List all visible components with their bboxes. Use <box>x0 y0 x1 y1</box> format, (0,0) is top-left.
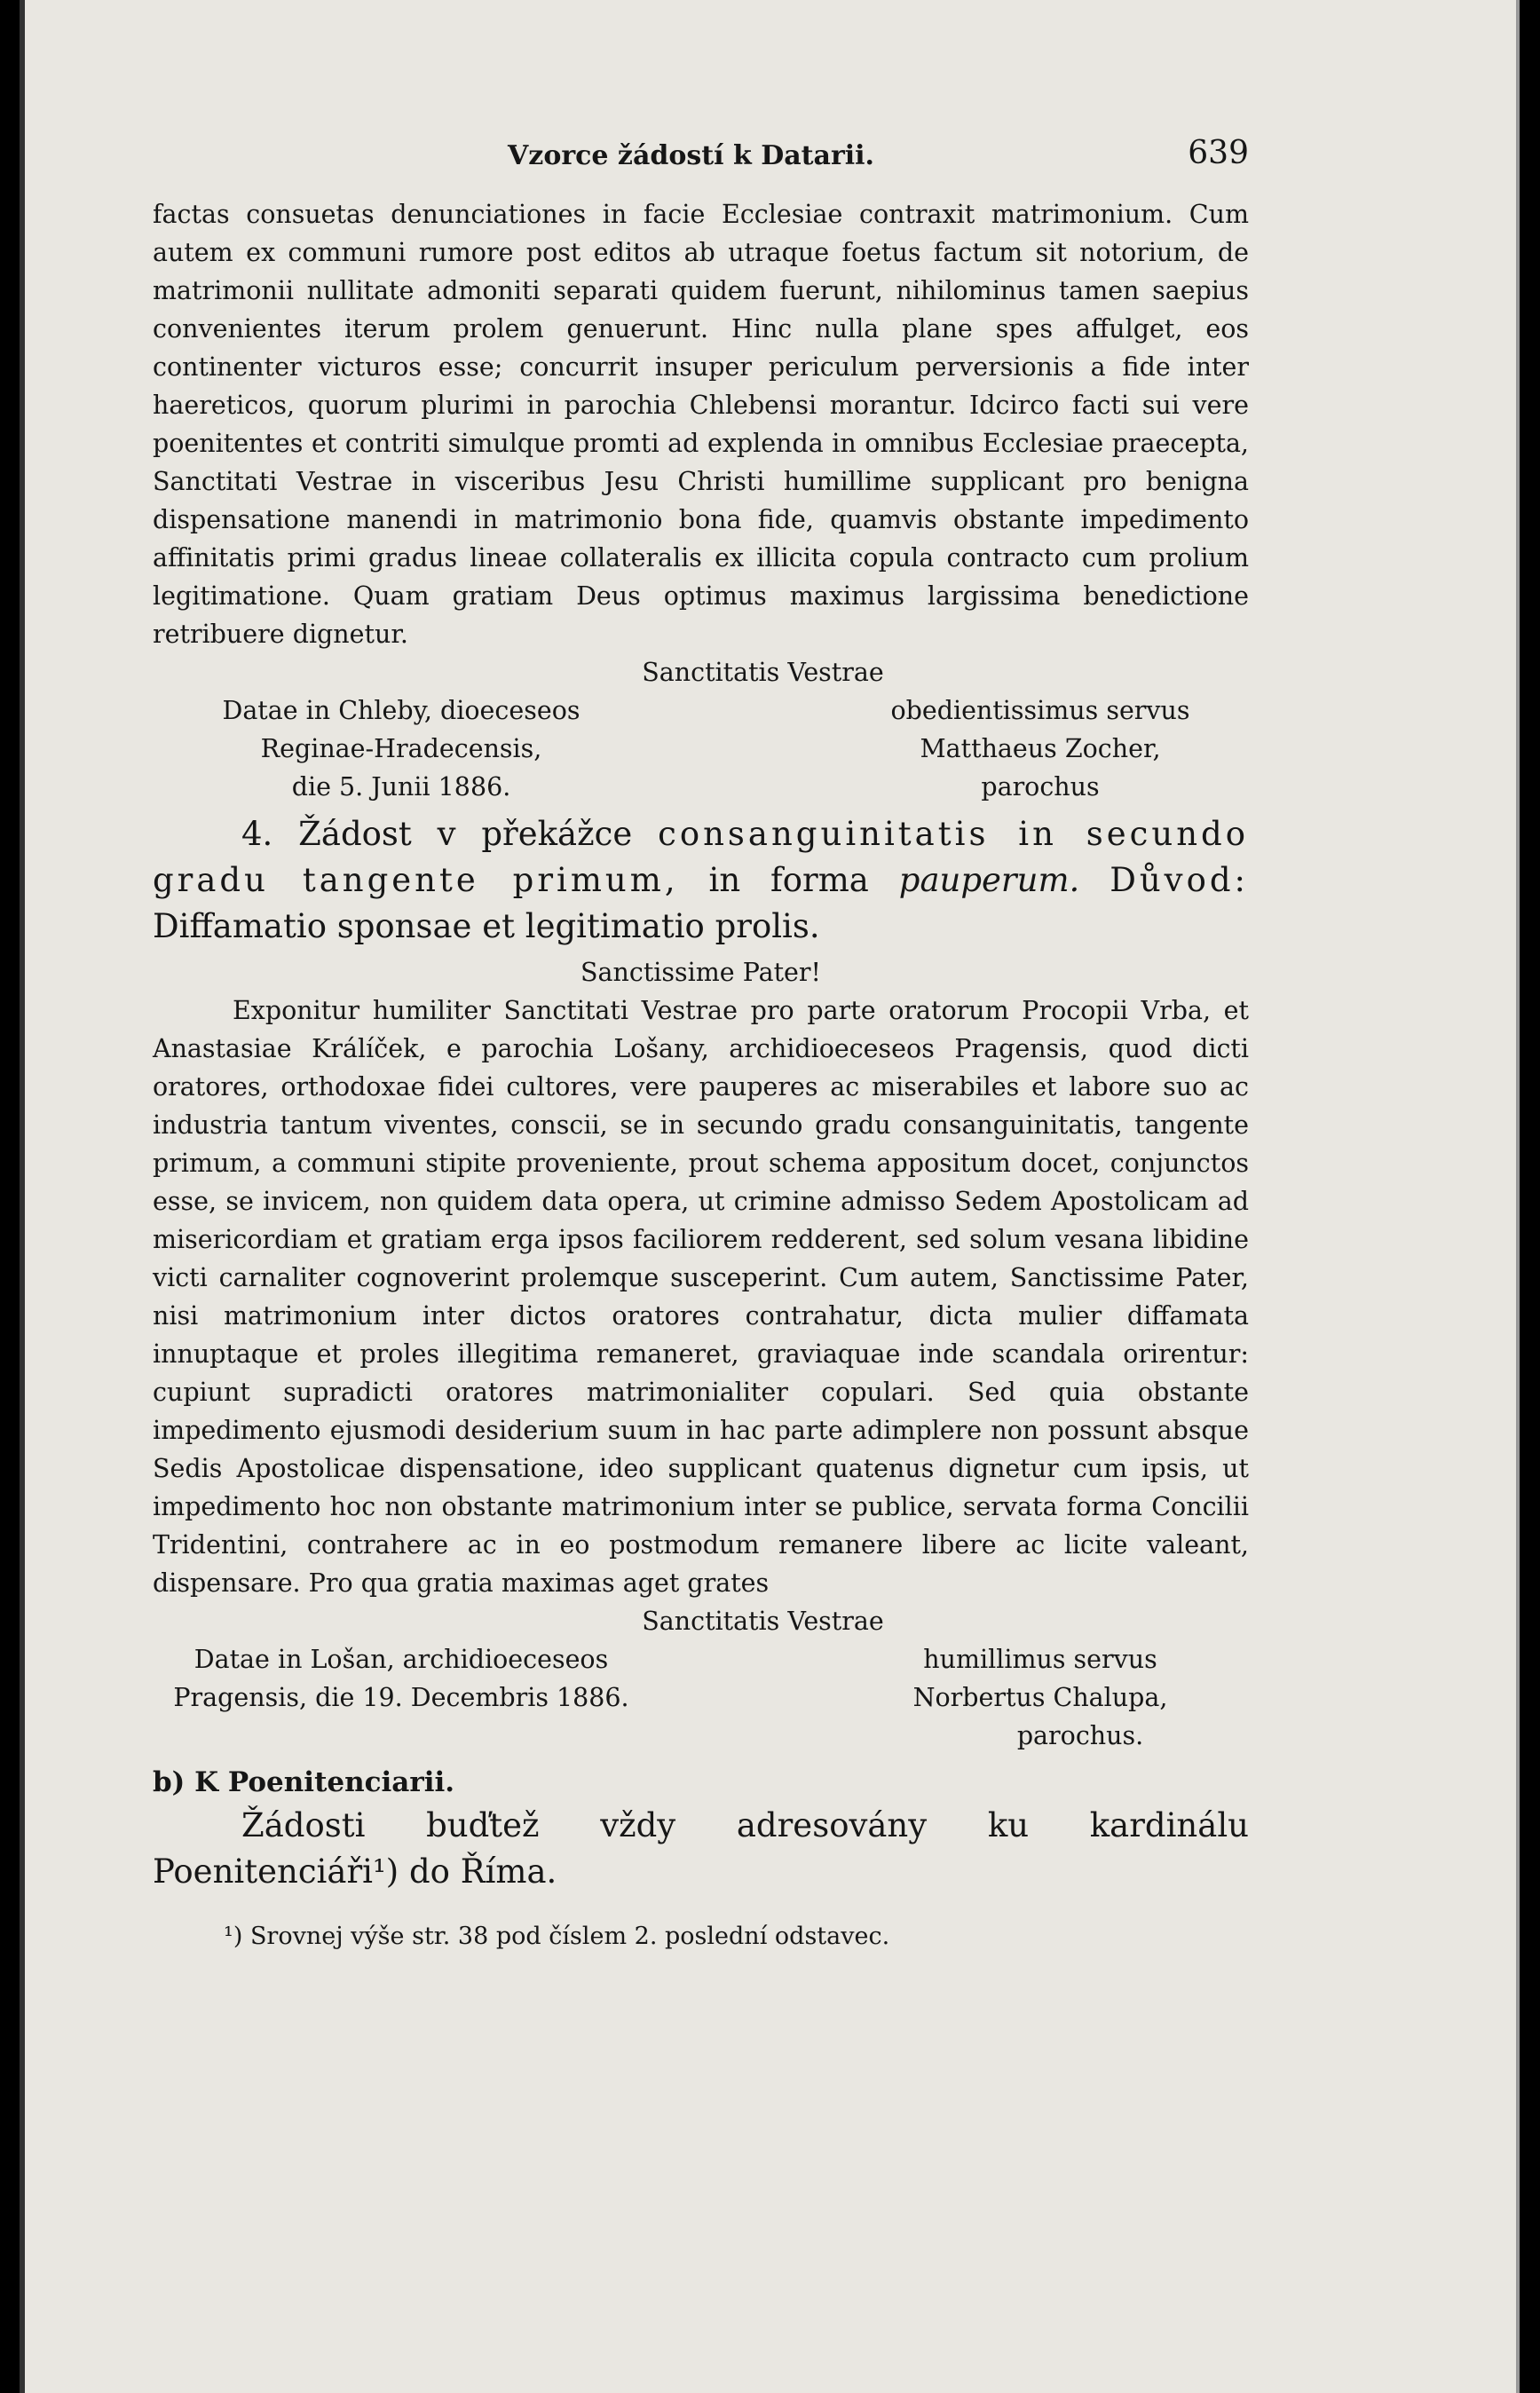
page-edge-shadow <box>1516 0 1520 2393</box>
running-title: Vzorce žádostí k Datarii. <box>508 140 874 171</box>
binding-shadow <box>20 0 25 2393</box>
section-number: 4. <box>241 815 273 853</box>
petition1-body: factas consuetas denunciationes in facie Ecclesiae contraxit matrimonium. Cum autem ex communi rumore post editos ab utraque foetus factum sit notorium, de matrimonii nullitate admoniti separati quidem fuerunt, nihilominus tamen saepius convenientes iterum prolem genuerunt. Hinc nulla plane spes affulget, eos continenter victuros esse; concurrit insuper periculum perversionis a fide inter haereticos, quorum plurimi in parochia Chlebensi morantur. Idcirco facti sui vere poenitentes et contriti simulque promti ad explenda in omnibus Ecclesiae praecepta, Sanctitati Vestrae in visceribus Jesu Christi humillime supplicant pro benigna dispensatione manendi in matrimonio bona fide, quamvis obstante impedimento affinitatis primi gradus lineae collateralis ex illicita copula contracto cum prolium legitimatione. Quam gratiam Deus optimus maximus largissima benedictione retribuere dignetur. <box>153 200 1249 649</box>
signatory-line-2: Matthaeus Zocher, <box>920 734 1161 763</box>
petition2-salutation-close: Sanctitatis Vestrae <box>642 1607 884 1636</box>
petition1-date-place <box>153 691 650 806</box>
book-page <box>20 0 1520 2393</box>
petition2-signatory <box>832 1640 1249 1755</box>
signatory-line-2: Norbertus Chalupa, <box>912 1683 1168 1712</box>
footnote: ¹) Srovnej výše str. 38 pod číslem 2. poslední odstavec. <box>224 1923 890 1950</box>
section-b-text: Žádosti buďtež vždy adresovány ku kardinálu Poenitenciáři¹) do Říma. <box>153 1806 1249 1891</box>
petition1-signatory <box>832 691 1249 806</box>
section-reason-text: Diffamatio sponsae et legitimatio prolis. <box>153 907 820 945</box>
section-lead: Žádost v překážce <box>298 815 633 853</box>
signatory-line-1: obedientissimus servus <box>890 696 1190 725</box>
signatory-line-1: humillimus servus <box>923 1645 1157 1674</box>
section-mid: in forma <box>708 861 869 899</box>
page-number: 639 <box>1188 135 1249 171</box>
date-line-1: Datae in Chleby, dioeceseos <box>222 696 580 725</box>
page-content <box>153 133 1249 1954</box>
date-line-1: Datae in Lošan, archidioeceseos <box>193 1645 609 1674</box>
date-line-2: Reginae-Hradecensis, <box>260 734 542 763</box>
petition2-date-place <box>153 1640 650 1755</box>
section-italic-word: pauperum. <box>898 861 1080 899</box>
date-line-2: Pragensis, die 19. Decembris 1886. <box>173 1683 629 1712</box>
section-spaced-phrase: consanguinitatis in secundo gradu tangente primum, <box>153 815 1250 899</box>
petition2-signature-block <box>153 1640 1249 1755</box>
petition2-greeting: Sanctissime Pater! <box>580 958 821 987</box>
section-4-heading <box>153 811 1249 950</box>
date-line-3: die 5. Junii 1886. <box>291 772 511 802</box>
petition1-salutation-close: Sanctitatis Vestrae <box>642 658 884 687</box>
signatory-line-3: parochus <box>981 772 1100 802</box>
petition1-signature-block <box>153 691 1249 806</box>
petition2-body: Exponitur humiliter Sanctitati Vestrae pro parte oratorum Procopii Vrba, et Anastasiae Králíček, e parochia Lošany, archidioeceseos Pragensis, quod dicti oratores, orthodoxae fidei cultores, vere pauperes ac miserabiles et labore suo ac industria tantum viventes, conscii, se in secundo gradu consanguinitatis, tangente primum, a communi stipite proveniente, prout schema appositum docet, conjunctos esse, se invicem, non quidem data opera, ut crimine admisso Sedem Apostolicam ad misericordiam et gratiam erga ipsos faciliorem redderent, sed solum vesana libidine victi carnaliter cognoverint prolemque susceperint. Cum autem, Sanctissime Pater, nisi matrimonium inter dictos oratores contrahatur, dicta mulier diffamata innuptaque et proles illegitima remaneret, graviaquae inde scandala orirentur: cupiunt supradicti oratores matrimonialiter copulari. Sed quia obstante impedimento ejusmodi desiderium suum in hac parte adimplere non possunt absque Sedis Apostolicae dispensatione, ideo supplicant quatenus dignetur cum ipsis, ut impedimento hoc non obstante matrimonium inter se publice, servata forma Concilii Tridentini, contrahere ac in eo postmodum remanere libere ac licite valeant, dispensare. Pro qua gratia maximas aget grates <box>153 996 1249 1598</box>
section-reason-label: Důvod: <box>1110 861 1250 899</box>
signatory-line-3: parochus. <box>1016 1721 1144 1750</box>
running-head <box>153 133 1249 195</box>
section-b-heading: b) K Poenitenciarii. <box>153 1766 455 1798</box>
